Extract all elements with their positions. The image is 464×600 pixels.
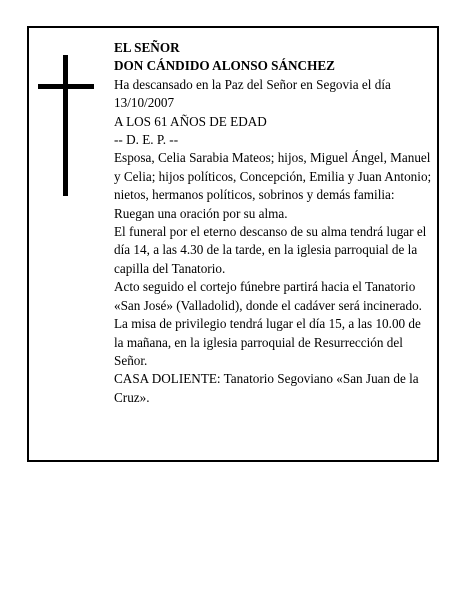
rip-line: -- D. E. P. -- bbox=[114, 132, 179, 148]
cross-icon-bar bbox=[38, 84, 94, 89]
funeral-paragraph: El funeral por el eterno descanso de su alma tendrá lugar el día 14, a las 4.30 de la tarde, en la iglesia parroquial de la capilla del Tanatorio. bbox=[114, 224, 427, 276]
mass-paragraph: La misa de privilegio tendrá lugar el día 15, a las 10.00 de la mañana, en la iglesia parroquial de Resurrección del Señor. bbox=[114, 316, 421, 368]
mourning-house: CASA DOLIENTE: Tanatorio Segoviano «San Juan de la Cruz». bbox=[114, 371, 419, 405]
title-line-1: EL SEÑOR bbox=[114, 40, 180, 55]
family-paragraph: Esposa, Celia Sarabia Mateos; hijos, Miguel Ángel, Manuel y Celia; hijos políticos, Concepción, Emilia y Juan Antonio; nietos, hermanos políticos, sobrinos y demás familia: bbox=[114, 150, 432, 203]
cortege-paragraph: Acto seguido el cortejo fúnebre partirá hacia el Tanatorio «San José» (Valladolid), donde el cadáver será incinerado. bbox=[114, 279, 422, 313]
obituary-text bbox=[114, 39, 432, 407]
prayer-request: Ruegan una oración por su alma. bbox=[114, 205, 288, 221]
deceased-name: DON CÁNDIDO ALONSO SÁNCHEZ bbox=[114, 58, 335, 74]
age-line: A LOS 61 AÑOS DE EDAD bbox=[114, 113, 267, 129]
cross-icon bbox=[63, 55, 68, 196]
death-announcement: Ha descansado en la Paz del Señor en Segovia el día 13/10/2007 bbox=[114, 76, 391, 111]
